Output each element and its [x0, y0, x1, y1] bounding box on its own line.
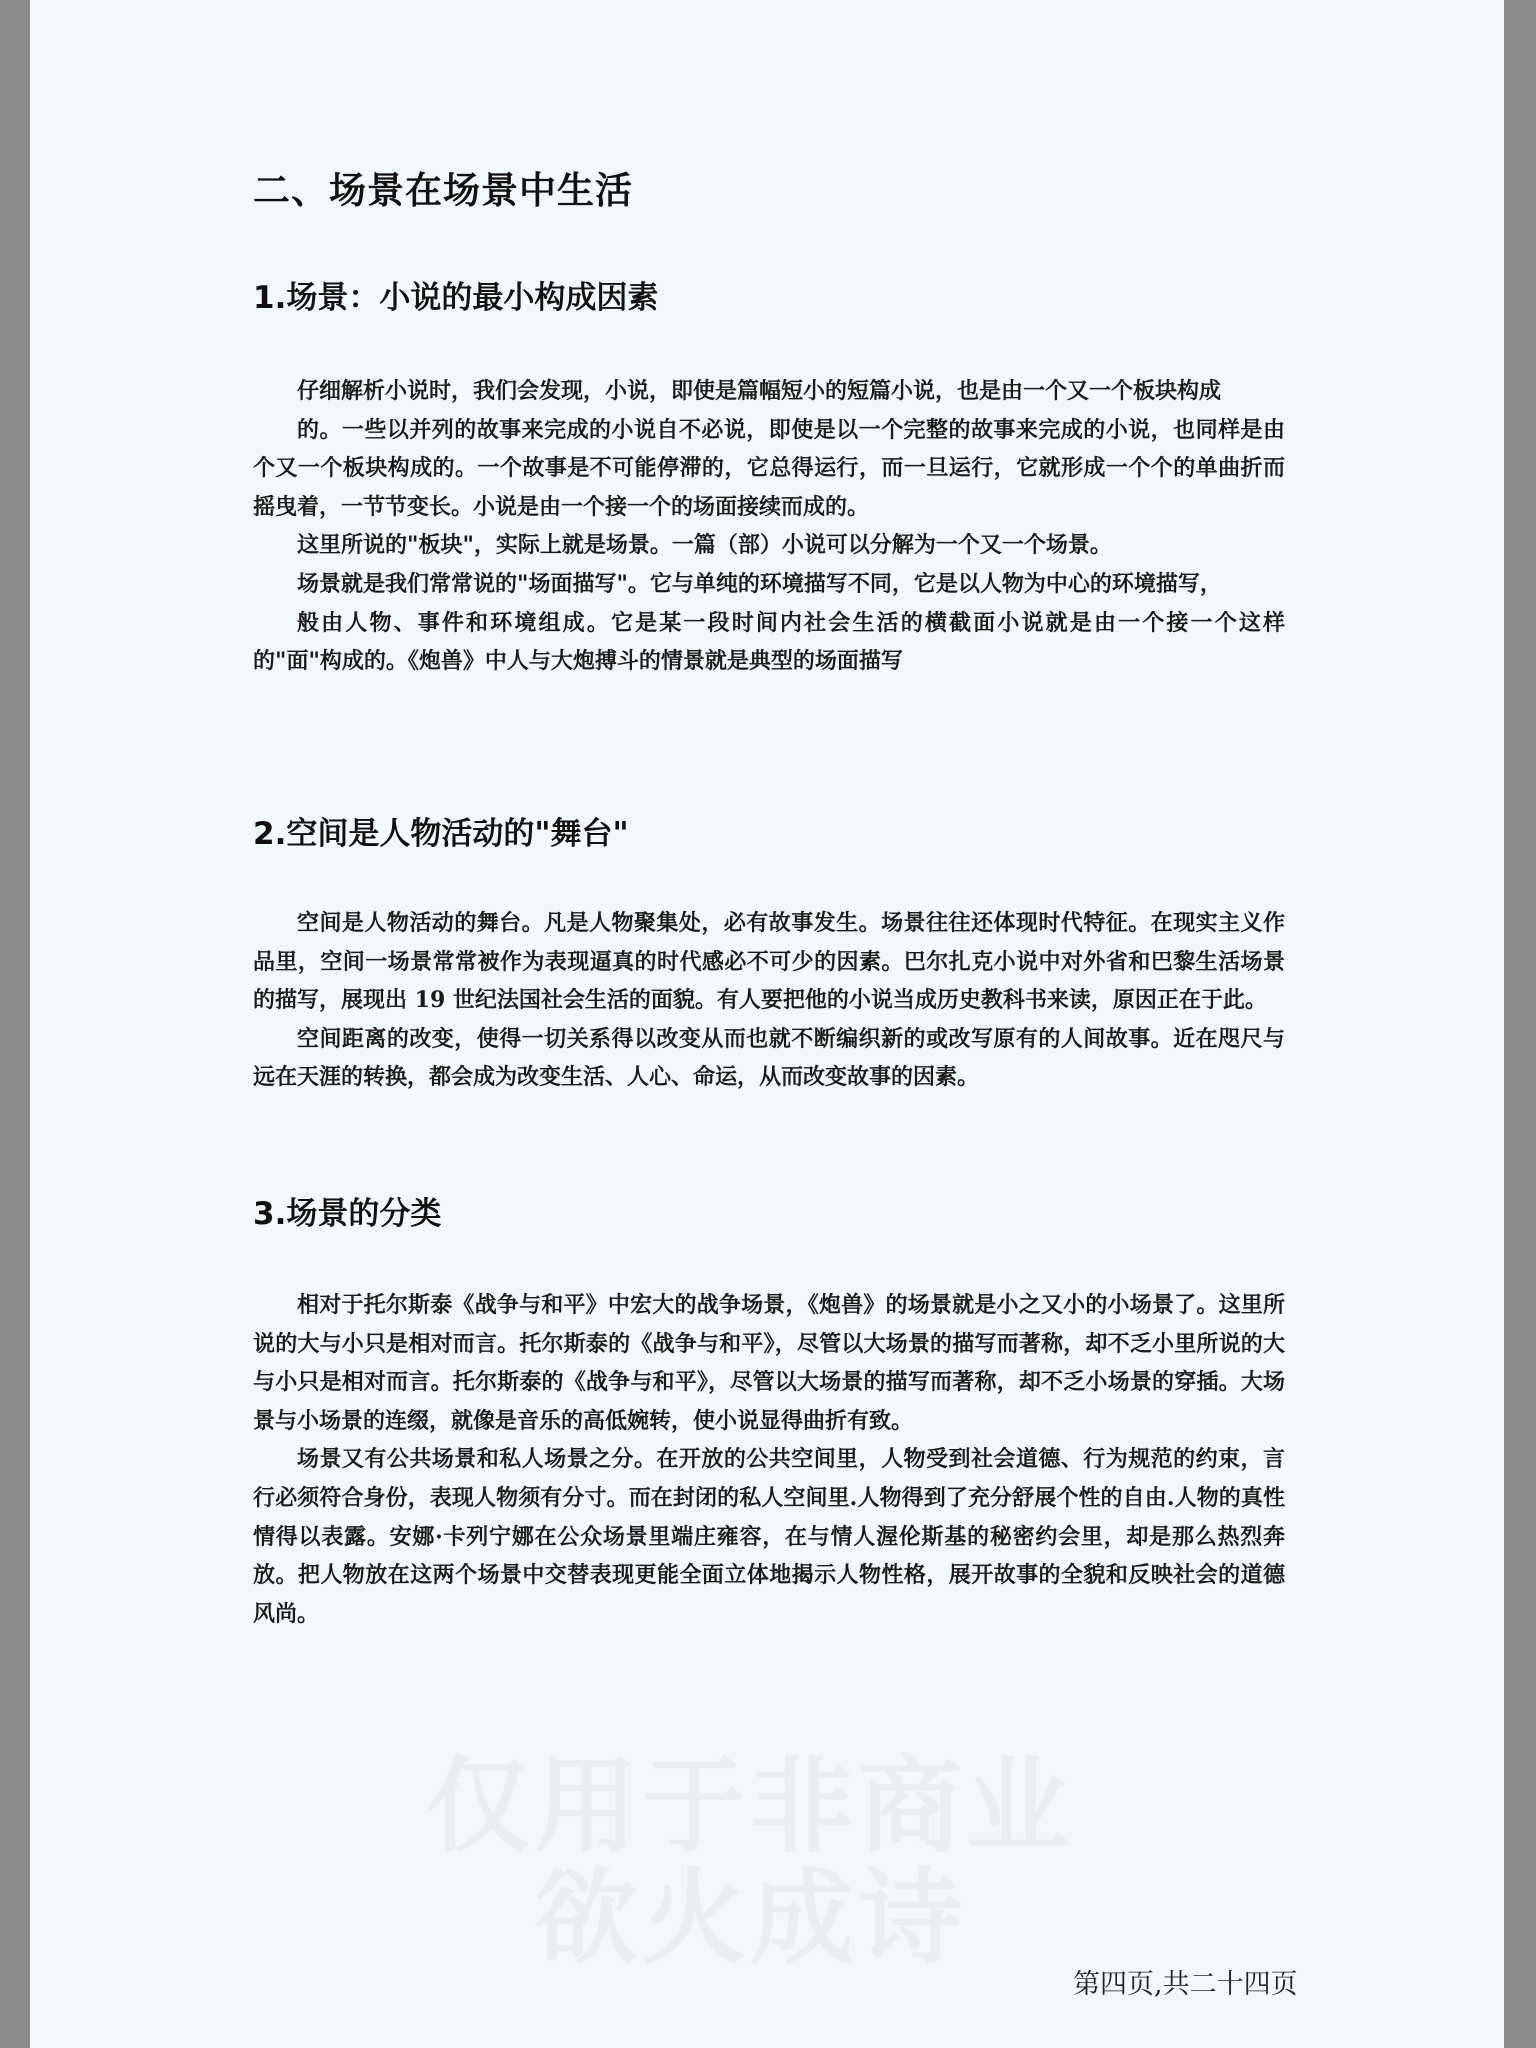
section-heading-1: 1.场景：小说的最小构成因素 [253, 280, 659, 316]
section-body-2 [253, 904, 1285, 1097]
section-heading-2: 2.空间是人物活动的"舞台" [253, 816, 629, 852]
paragraph: 般由人物、事件和环境组成。它是某一段时间内社会生活的横截面小说就是由一个接一个这样的"面"构成的。《炮兽》中人与大炮搏斗的情景就是典型的场面描写 [253, 609, 1285, 675]
section-body-1 [253, 372, 1285, 681]
watermark-line-1 [390, 1750, 1110, 1862]
paragraph: 的。一些以并列的故事来完成的小说自不必说，即使是以一个完整的故事来完成的小说，也同样是由个又一个板块构成的。一个故事是不可能停滞的，它总得运行，而一旦运行，它就形成一个个的单曲折而摇曳着，一节节变长。小说是由一个接一个的场面接续而成的。 [253, 416, 1285, 520]
chapter-title: 二、场景在场景中生活 [253, 169, 633, 212]
paragraph: 相对于托尔斯泰《战争与和平》中宏大的战争场景，《炮兽》的场景就是小之又小的小场景了。这里所说的大与小只是相对而言。托尔斯泰的《战争与和平》，尽管以大场景的描写而著称，却不乏小里所说的大与小只是相对而言。托尔斯泰的《战争与和平》，尽管以大场景的描写而著称，却不乏小场景的穿插。大场景与小场景的连缀，就像是音乐的高低婉转，使小说显得曲折有致。 [253, 1292, 1285, 1434]
paragraph: 空间距离的改变，使得一切关系得以改变从而也就不断编织新的或改写原有的人间故事。近在咫尺与远在天涯的转换，都会成为改变生活、人心、命运，从而改变故事的因素。 [253, 1025, 1285, 1091]
document-page [30, 0, 1504, 2048]
paragraph: 场景就是我们常常说的"场面描写"。它与单纯的环境描写不同，它是以人物为中心的环境描写， [297, 570, 1222, 597]
paragraph: 空间是人物活动的舞台。凡是人物聚集处，必有故事发生。场景往往还体现时代特征。在现实主义作品里，空间一场景常常被作为表现逼真的时代感必不可少的因素。巴尔扎克小说中对外省和巴黎生活场景的描写，展现出 19 世纪法国社会生活的面貌。有人要把他的小说当成历史教科书来读，原因正在于此。 [253, 910, 1285, 1014]
watermark-line-2 [390, 1862, 1110, 1974]
paragraph: 场景又有公共场景和私人场景之分。在开放的公共空间里，人物受到社会道德、行为规范的约束，言行必须符合身份，表现人物须有分寸。而在封闭的私人空间里.人物得到了充分舒展个性的自由.人物的真性情得以表露。安娜·卡列宁娜在公众场景里端庄雍容，在与情人渥伦斯基的秘密约会里，却是那么热烈奔放。把人物放在这两个场景中交替表现更能全面立体地揭示人物性格，展开故事的全貌和反映社会的道德风尚。 [253, 1446, 1285, 1627]
section-body-3 [253, 1286, 1285, 1633]
section-heading-3: 3.场景的分类 [253, 1196, 442, 1232]
paragraph: 仔细解析小说时，我们会发现，小说，即使是篇幅短小的短篇小说，也是由一个又一个板块构成 [297, 378, 1222, 404]
paragraph: 这里所说的"板块"，实际上就是场景。一篇（部）小说可以分解为一个又一个场景。 [297, 532, 1112, 559]
watermark [390, 1750, 1110, 1974]
page-number: 第四页,共二十四页 [1073, 1969, 1298, 2000]
